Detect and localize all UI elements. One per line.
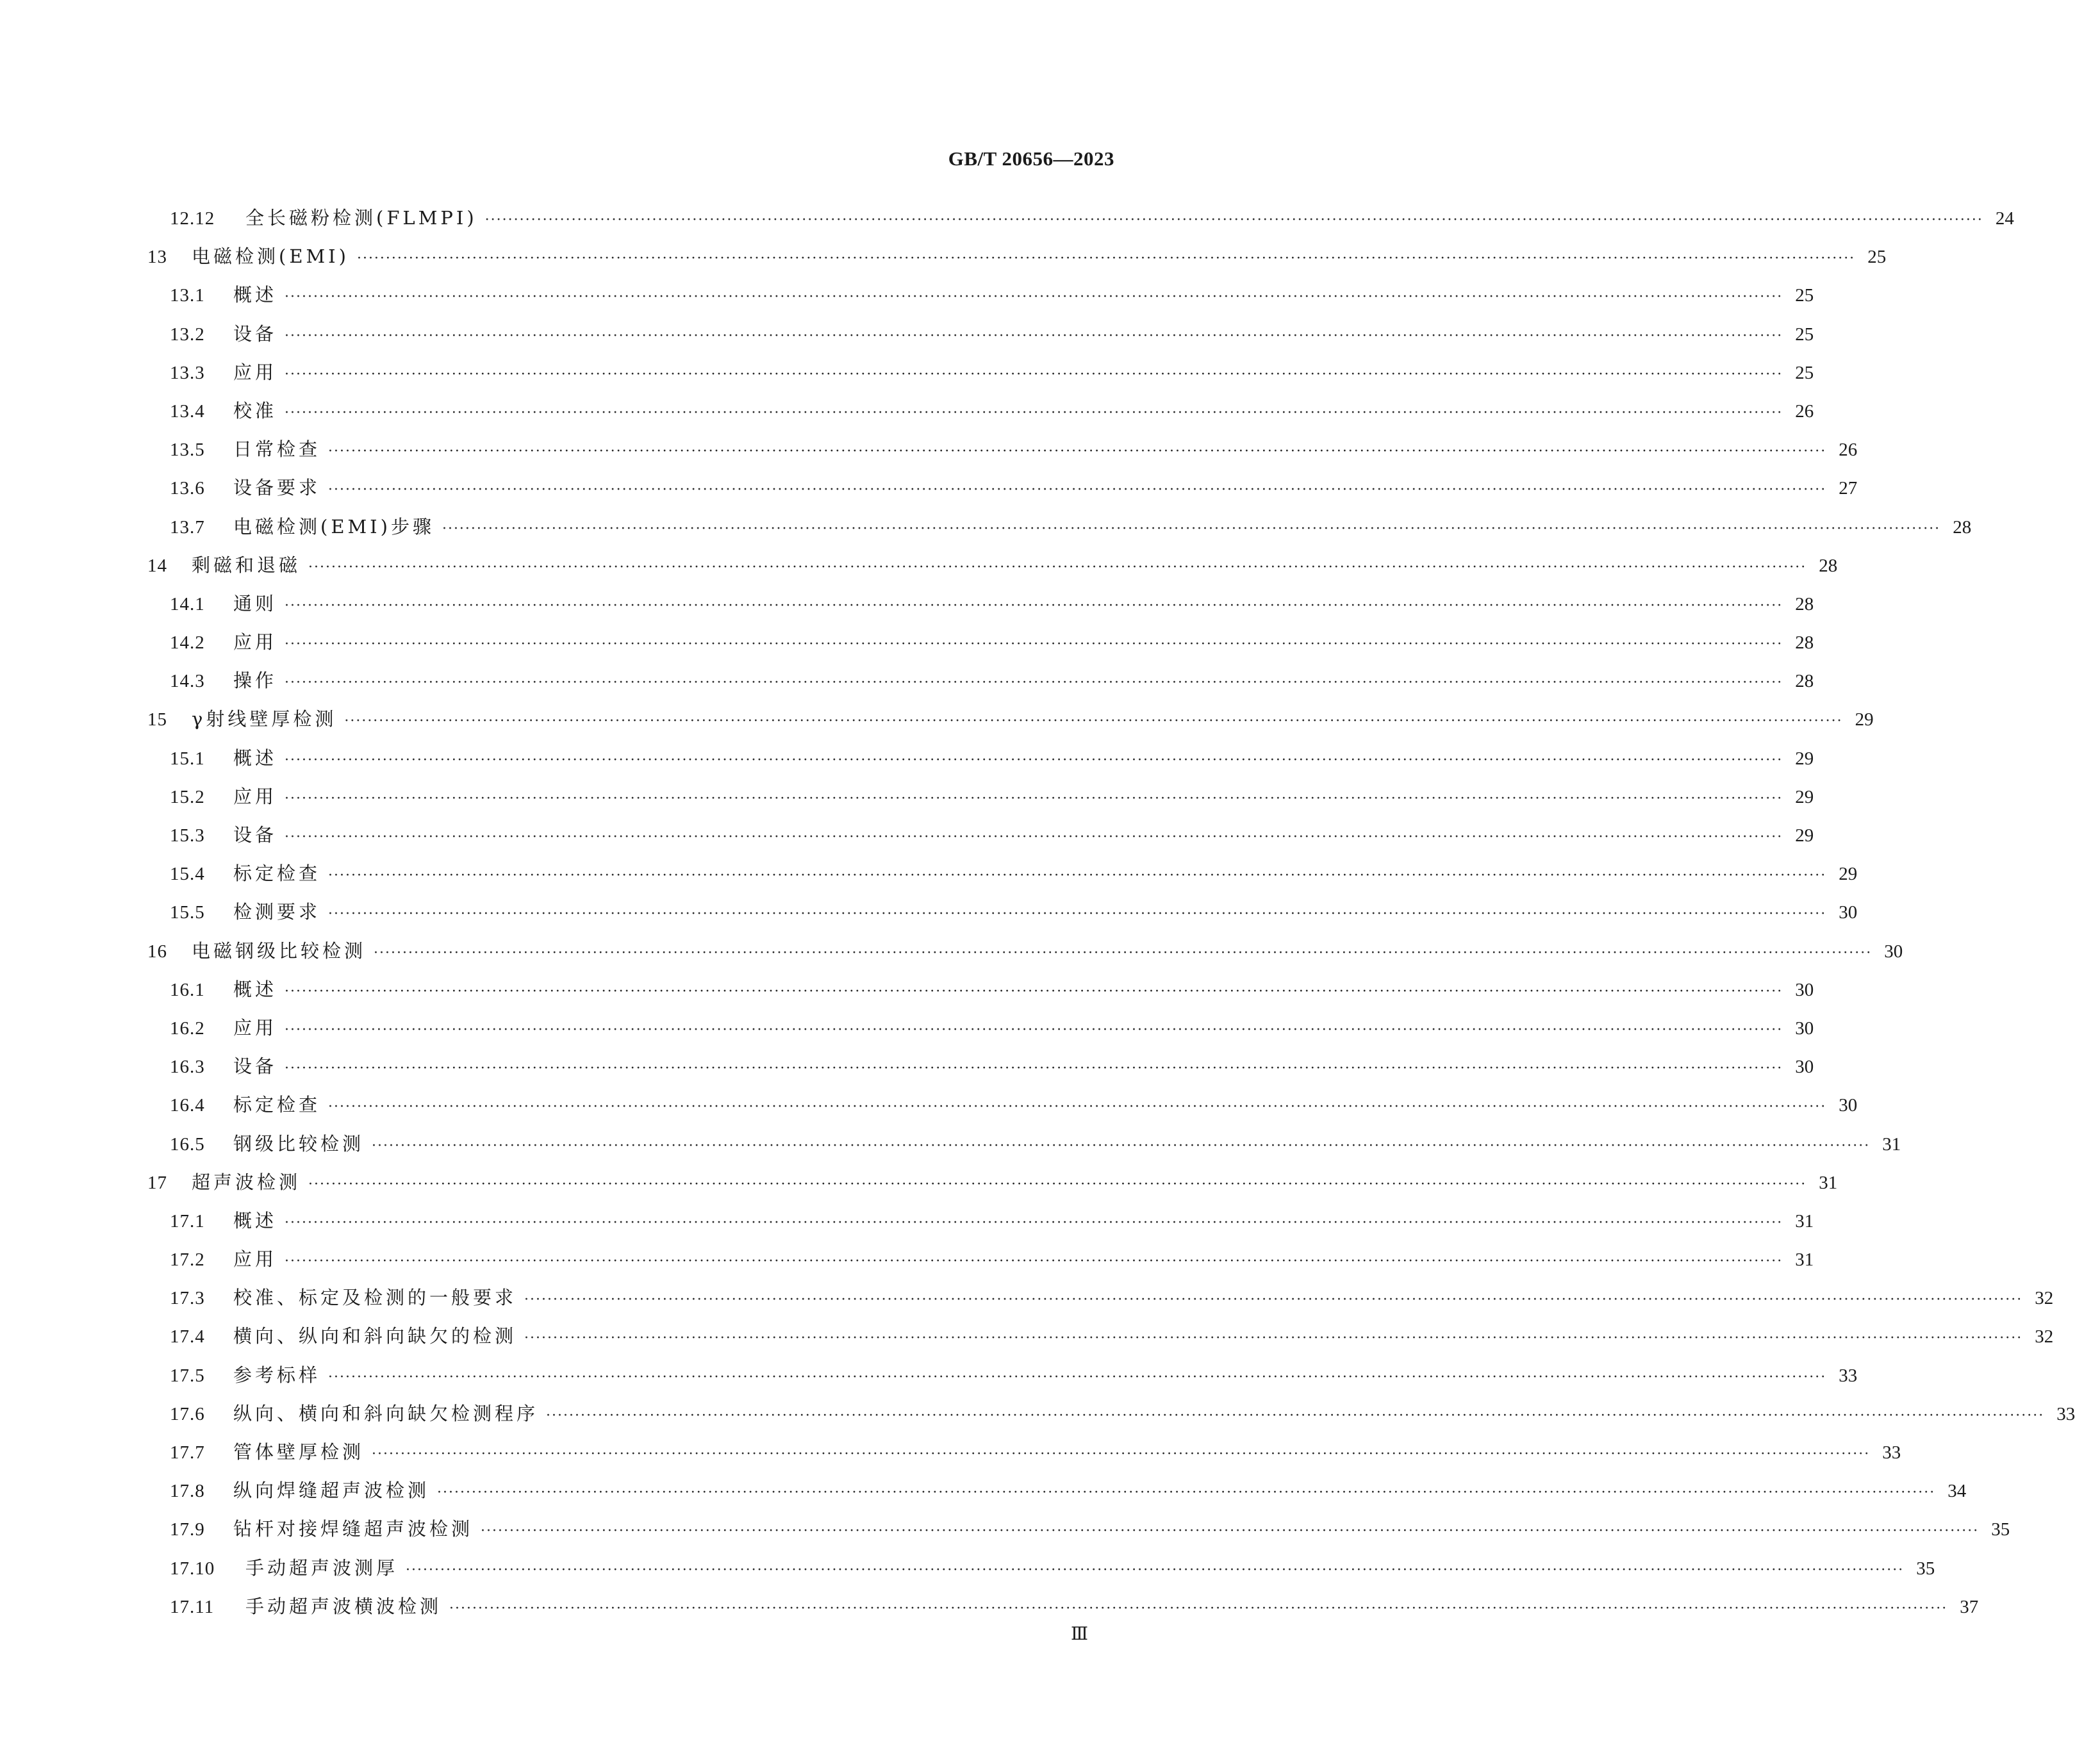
toc-entry-page: 37 [1960,1596,1979,1617]
toc-dot-leader: ···································································································································································································································································· [285,1253,1783,1270]
toc-dot-leader: ···································································································································································································································································· [328,443,1827,460]
toc-entry-title: 概述 [233,1209,277,1232]
toc-entry-page: 29 [1855,709,1874,730]
toc-entry-number: 13.1 [170,285,205,306]
toc-entry-page: 32 [2035,1288,2054,1309]
toc-entry-page: 30 [1884,941,1903,962]
toc-entry-number: 15.3 [170,825,205,846]
toc-entry-number: 13 [147,247,167,268]
toc-entry-number: 13.4 [170,400,205,422]
toc-entry-number: 17.2 [170,1249,205,1271]
toc-entry-number: 17 [147,1172,167,1193]
toc-entry[interactable] [147,315,1814,353]
toc-dot-leader: ···································································································································································································································································· [285,1214,1783,1231]
toc-entry[interactable] [147,507,1972,546]
toc-entry-title: 钢级比较检测 [233,1132,365,1155]
toc-dot-leader: ···································································································································································································································································· [406,1562,1905,1578]
toc-entry[interactable] [147,1047,1814,1085]
toc-entry-page: 28 [1795,671,1814,692]
toc-entry-number: 17.5 [170,1365,205,1386]
toc-entry-title: 标定检查 [233,862,321,885]
toc-entry-page: 33 [1882,1442,1901,1463]
toc-entry-page: 34 [1947,1481,1967,1502]
toc-entry-number: 13.7 [170,516,205,538]
toc-dot-leader: ···································································································································································································································································· [285,983,1783,1000]
toc-entry-page: 30 [1795,979,1814,1000]
toc-dot-leader: ···································································································································································································································································· [285,829,1783,845]
toc-entry-title: 设备 [233,824,277,846]
toc-entry-title: 应用 [233,631,277,654]
toc-entry-number: 17.9 [170,1519,205,1540]
toc-entry-number: 17.4 [170,1326,205,1348]
toc-entry-number: 16.5 [170,1133,205,1155]
toc-entry-page: 30 [1839,1095,1858,1116]
toc-entry-title: 设备要求 [233,477,321,499]
toc-entry-title: 参考标样 [233,1364,321,1386]
toc-entry[interactable] [147,854,1858,893]
toc-entry[interactable] [147,700,1874,738]
toc-entry-number: 13.3 [170,362,205,383]
toc-entry[interactable] [147,392,1814,430]
toc-dot-leader: ···································································································································································································································································· [524,1292,2023,1308]
toc-entry-title: 应用 [233,1016,277,1039]
toc-entry-title: 超声波检测 [192,1171,301,1193]
toc-entry-page: 28 [1795,632,1814,654]
toc-dot-leader: ···································································································································································································································································· [372,1446,1871,1462]
toc-entry-page: 31 [1795,1210,1814,1232]
toc-entry-title: 电磁钢级比较检测 [192,939,367,962]
toc-entry[interactable] [147,777,1814,816]
toc-dot-leader: ···································································································································································································································································· [524,1330,2023,1347]
toc-entry-number: 13.2 [170,324,205,345]
toc-dot-leader: ···································································································································································································································································· [285,636,1783,653]
toc-entry[interactable] [147,816,1814,854]
toc-entry[interactable] [147,1510,2010,1548]
toc-entry-page: 30 [1795,1057,1814,1078]
toc-entry-title: 应用 [233,785,277,807]
toc-entry[interactable] [147,199,2014,237]
toc-dot-leader: ···································································································································································································································································· [285,1021,1783,1038]
toc-entry-title: 手动超声波横波检测 [245,1595,442,1617]
toc-entry[interactable] [147,1278,2054,1317]
toc-entry[interactable] [147,1201,1814,1240]
toc-entry-page: 31 [1819,1172,1838,1193]
toc-entry-title: 校准 [233,399,277,422]
toc-entry-number: 13.6 [170,478,205,499]
toc-entry-page: 26 [1839,440,1858,461]
toc-entry-title: 全长磁粉检测(FLMPI) [245,207,477,229]
toc-entry-number: 17.10 [170,1558,215,1579]
table-of-contents [147,199,2075,1626]
toc-entry[interactable] [147,1163,1838,1201]
toc-entry-number: 16 [147,941,167,962]
toc-dot-leader: ···································································································································································································································································· [328,1099,1827,1116]
toc-entry-number: 13.5 [170,440,205,461]
toc-dot-leader: ···································································································································································································································································· [285,366,1783,383]
toc-entry-title: 操作 [233,670,277,692]
toc-entry-title: 横向、纵向和斜向缺欠的检测 [233,1325,517,1348]
toc-entry[interactable] [147,1009,1814,1047]
toc-entry-number: 15.4 [170,864,205,885]
toc-entry-page: 33 [2056,1403,2075,1424]
toc-entry-number: 16.3 [170,1057,205,1078]
toc-dot-leader: ···································································································································································································································································· [328,1369,1827,1385]
toc-dot-leader: ···································································································································································································································································· [285,752,1783,768]
toc-entry[interactable] [147,1549,1935,1587]
toc-entry-number: 15.5 [170,902,205,923]
toc-dot-leader: ···································································································································································································································································· [442,520,1941,537]
toc-entry-number: 14.1 [170,593,205,614]
toc-entry-page: 25 [1795,324,1814,345]
toc-entry-title: γ射线壁厚检测 [192,708,337,730]
toc-entry[interactable] [147,1587,1979,1626]
toc-entry-number: 16.1 [170,979,205,1000]
toc-dot-leader: ···································································································································································································································································· [328,906,1827,923]
toc-entry[interactable] [147,430,1858,468]
toc-entry[interactable] [147,661,1814,700]
toc-entry-title: 钻杆对接焊缝超声波检测 [233,1518,474,1540]
toc-entry-title: 电磁检测(EMI)步骤 [233,515,434,538]
toc-entry-title: 日常检查 [233,438,321,461]
toc-dot-leader: ···································································································································································································································································· [285,597,1783,614]
toc-entry[interactable] [147,276,1814,314]
toc-entry-page: 35 [1991,1519,2010,1540]
toc-entry-page: 29 [1795,786,1814,807]
toc-entry[interactable] [147,1433,1901,1471]
toc-entry[interactable] [147,893,1858,931]
toc-entry-title: 通则 [233,592,277,614]
toc-entry-title: 手动超声波测厚 [245,1556,399,1579]
toc-entry[interactable] [147,1471,1967,1510]
toc-dot-leader: ···································································································································································································································································· [308,559,1807,575]
toc-entry-title: 应用 [233,1248,277,1271]
toc-dot-leader: ···································································································································································································································································· [344,713,1843,730]
toc-entry-number: 15.2 [170,786,205,807]
toc-entry[interactable] [147,1085,1858,1124]
toc-entry[interactable] [147,932,1903,970]
toc-entry-page: 29 [1839,864,1858,885]
toc-entry[interactable] [147,1125,1901,1163]
toc-entry-title: 概述 [233,978,277,1000]
toc-entry-page: 28 [1953,516,1972,538]
toc-entry-page: 25 [1795,285,1814,306]
toc-entry-title: 概述 [233,746,277,769]
toc-entry-title: 应用 [233,361,277,383]
toc-entry-number: 17.8 [170,1481,205,1502]
toc-dot-leader: ···································································································································································································································································· [546,1407,2045,1424]
toc-entry-title: 设备 [233,1055,277,1078]
toc-entry[interactable] [147,1356,1858,1394]
toc-entry-page: 30 [1839,902,1858,923]
toc-entry[interactable] [147,546,1838,584]
toc-entry-page: 33 [1839,1365,1858,1386]
toc-entry-number: 14.2 [170,632,205,654]
toc-entry[interactable] [147,1394,2075,1433]
toc-entry[interactable] [147,1317,2054,1355]
toc-entry-page: 31 [1882,1133,1901,1155]
toc-dot-leader: ···································································································································································································································································· [449,1600,1948,1617]
toc-entry[interactable] [147,739,1814,777]
toc-dot-leader: ···································································································································································································································································· [328,482,1827,499]
document-code: GB/T 20656—2023 [948,147,1114,170]
toc-dot-leader: ···································································································································································································································································· [285,790,1783,807]
toc-entry[interactable] [147,584,1814,623]
toc-entry-page: 27 [1839,478,1858,499]
toc-entry[interactable] [147,623,1814,661]
toc-dot-leader: ···································································································································································································································································· [285,404,1783,421]
toc-entry-page: 28 [1795,593,1814,614]
toc-entry-number: 17.11 [170,1596,215,1617]
toc-entry[interactable] [147,1240,1814,1278]
toc-entry-number: 15.1 [170,748,205,769]
toc-entry-number: 14 [147,555,167,576]
toc-entry-page: 32 [2035,1326,2054,1348]
toc-entry-title: 剩磁和退磁 [192,554,301,576]
toc-entry-page: 35 [1916,1558,1935,1579]
toc-entry[interactable] [147,353,1814,392]
toc-entry-number: 17.1 [170,1210,205,1232]
toc-entry-page: 28 [1819,555,1838,576]
toc-dot-leader: ···································································································································································································································································· [328,868,1827,884]
toc-entry-page: 25 [1795,362,1814,383]
toc-entry[interactable] [147,237,1887,276]
toc-entry-title: 校准、标定及检测的一般要求 [233,1287,517,1309]
toc-entry-title: 纵向焊缝超声波检测 [233,1480,430,1502]
toc-entry-number: 12.12 [170,208,215,229]
toc-entry-page: 26 [1795,400,1814,422]
page-number: Ⅲ [1070,1624,1088,1644]
toc-entry-page: 31 [1795,1249,1814,1271]
toc-entry[interactable] [147,468,1858,507]
toc-entry-title: 电磁检测(EMI) [192,245,349,268]
toc-entry-number: 16.2 [170,1018,205,1039]
toc-entry-number: 17.3 [170,1288,205,1309]
toc-entry-page: 29 [1795,748,1814,769]
toc-entry-page: 24 [1995,208,2014,229]
toc-entry-number: 16.4 [170,1095,205,1116]
toc-dot-leader: ···································································································································································································································································· [308,1176,1807,1192]
toc-dot-leader: ···································································································································································································································································· [374,944,1872,961]
toc-entry-title: 纵向、横向和斜向缺欠检测程序 [233,1402,539,1424]
toc-entry[interactable] [147,970,1814,1009]
toc-entry-number: 17.6 [170,1403,205,1424]
toc-dot-leader: ···································································································································································································································································· [285,1060,1783,1077]
toc-entry-title: 管体壁厚检测 [233,1441,365,1463]
toc-entry-number: 17.7 [170,1442,205,1463]
toc-dot-leader: ···································································································································································································································································· [285,327,1783,344]
toc-entry-title: 设备 [233,322,277,345]
toc-entry-title: 概述 [233,284,277,306]
toc-entry-title: 标定检查 [233,1094,321,1116]
toc-entry-page: 29 [1795,825,1814,846]
toc-dot-leader: ···································································································································································································································································· [356,251,1856,267]
toc-dot-leader: ···································································································································································································································································· [437,1485,1936,1501]
toc-entry-number: 14.3 [170,671,205,692]
toc-dot-leader: ···································································································································································································································································· [285,289,1783,306]
toc-dot-leader: ···································································································································································································································································· [481,1523,1980,1540]
toc-entry-page: 30 [1795,1018,1814,1039]
toc-dot-leader: ···································································································································································································································································· [484,212,1983,228]
toc-entry-page: 25 [1867,247,1887,268]
toc-dot-leader: ···································································································································································································································································· [372,1137,1871,1154]
toc-entry-number: 15 [147,709,167,730]
toc-entry-title: 检测要求 [233,901,321,923]
toc-dot-leader: ···································································································································································································································································· [285,675,1783,691]
